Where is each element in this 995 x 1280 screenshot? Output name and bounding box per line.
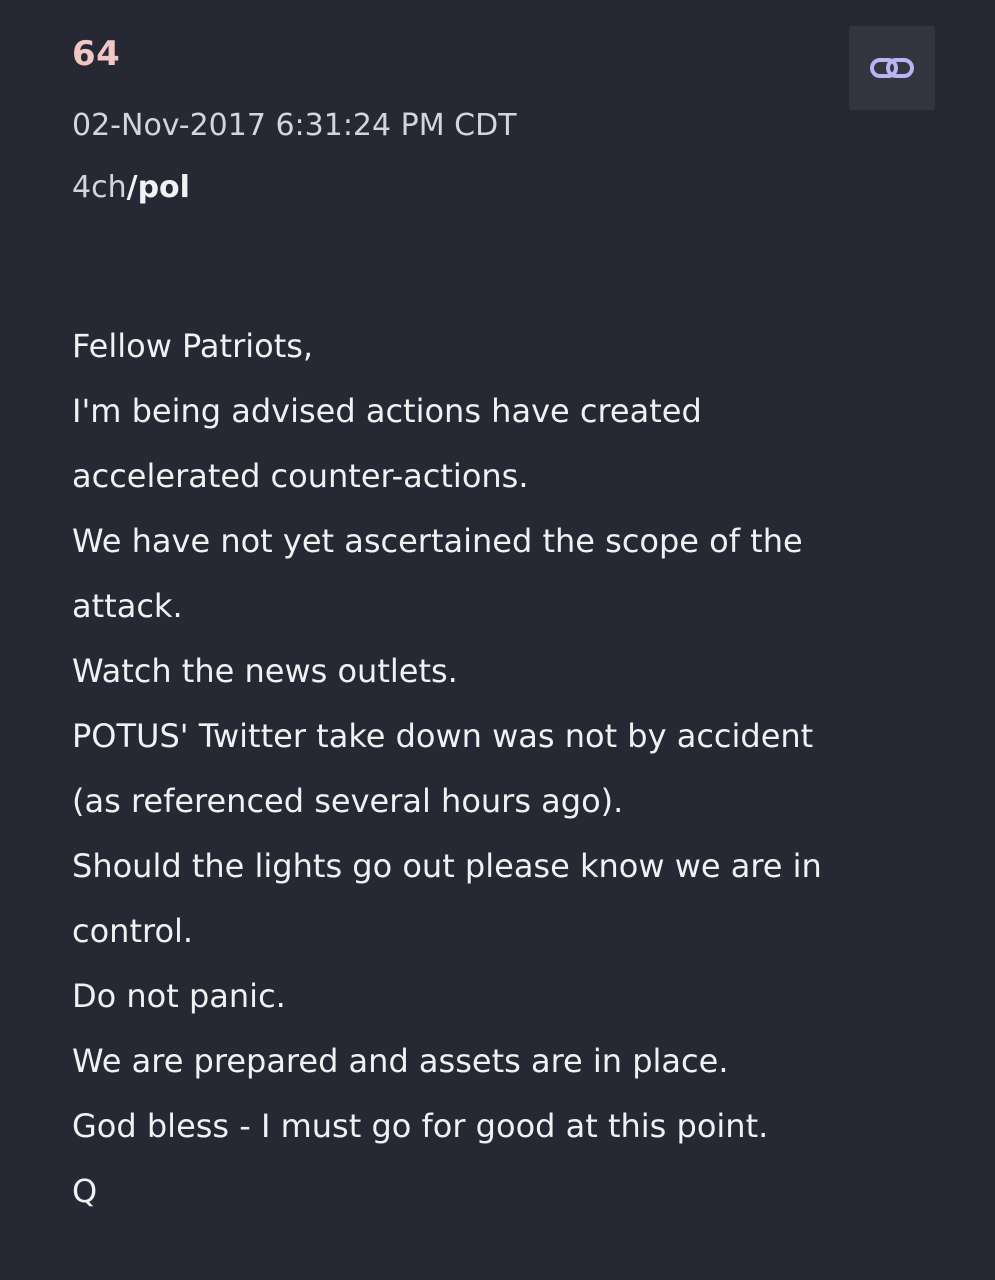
post-timestamp: 02-Nov-2017 6:31:24 PM CDT: [72, 108, 517, 143]
post-line: control.: [72, 912, 194, 950]
board-name: /pol: [126, 170, 190, 205]
post-number: 64: [72, 34, 121, 74]
post-signature: Q: [72, 1172, 98, 1210]
post-line: Should the lights go out please know we are in: [72, 847, 822, 885]
post-line: attack.: [72, 587, 183, 625]
post-line: Watch the news outlets.: [72, 652, 458, 690]
post-line: We are prepared and assets are in place.: [72, 1042, 729, 1080]
post-line: We have not yet ascertained the scope of the: [72, 522, 803, 560]
post-body: [72, 314, 952, 1224]
link-icon: [869, 55, 915, 81]
board-label: [72, 170, 190, 205]
board-prefix: 4ch: [72, 170, 127, 205]
post-line: accelerated counter-actions.: [72, 457, 529, 495]
post-line: Do not panic.: [72, 977, 286, 1015]
post-line: I'm being advised actions have created: [72, 392, 702, 430]
permalink-button[interactable]: [849, 26, 935, 110]
post-line: Fellow Patriots,: [72, 327, 314, 365]
post-line: (as referenced several hours ago).: [72, 782, 624, 820]
post-line: POTUS' Twitter take down was not by accident: [72, 717, 814, 755]
post-line: God bless - I must go for good at this point.: [72, 1107, 769, 1145]
